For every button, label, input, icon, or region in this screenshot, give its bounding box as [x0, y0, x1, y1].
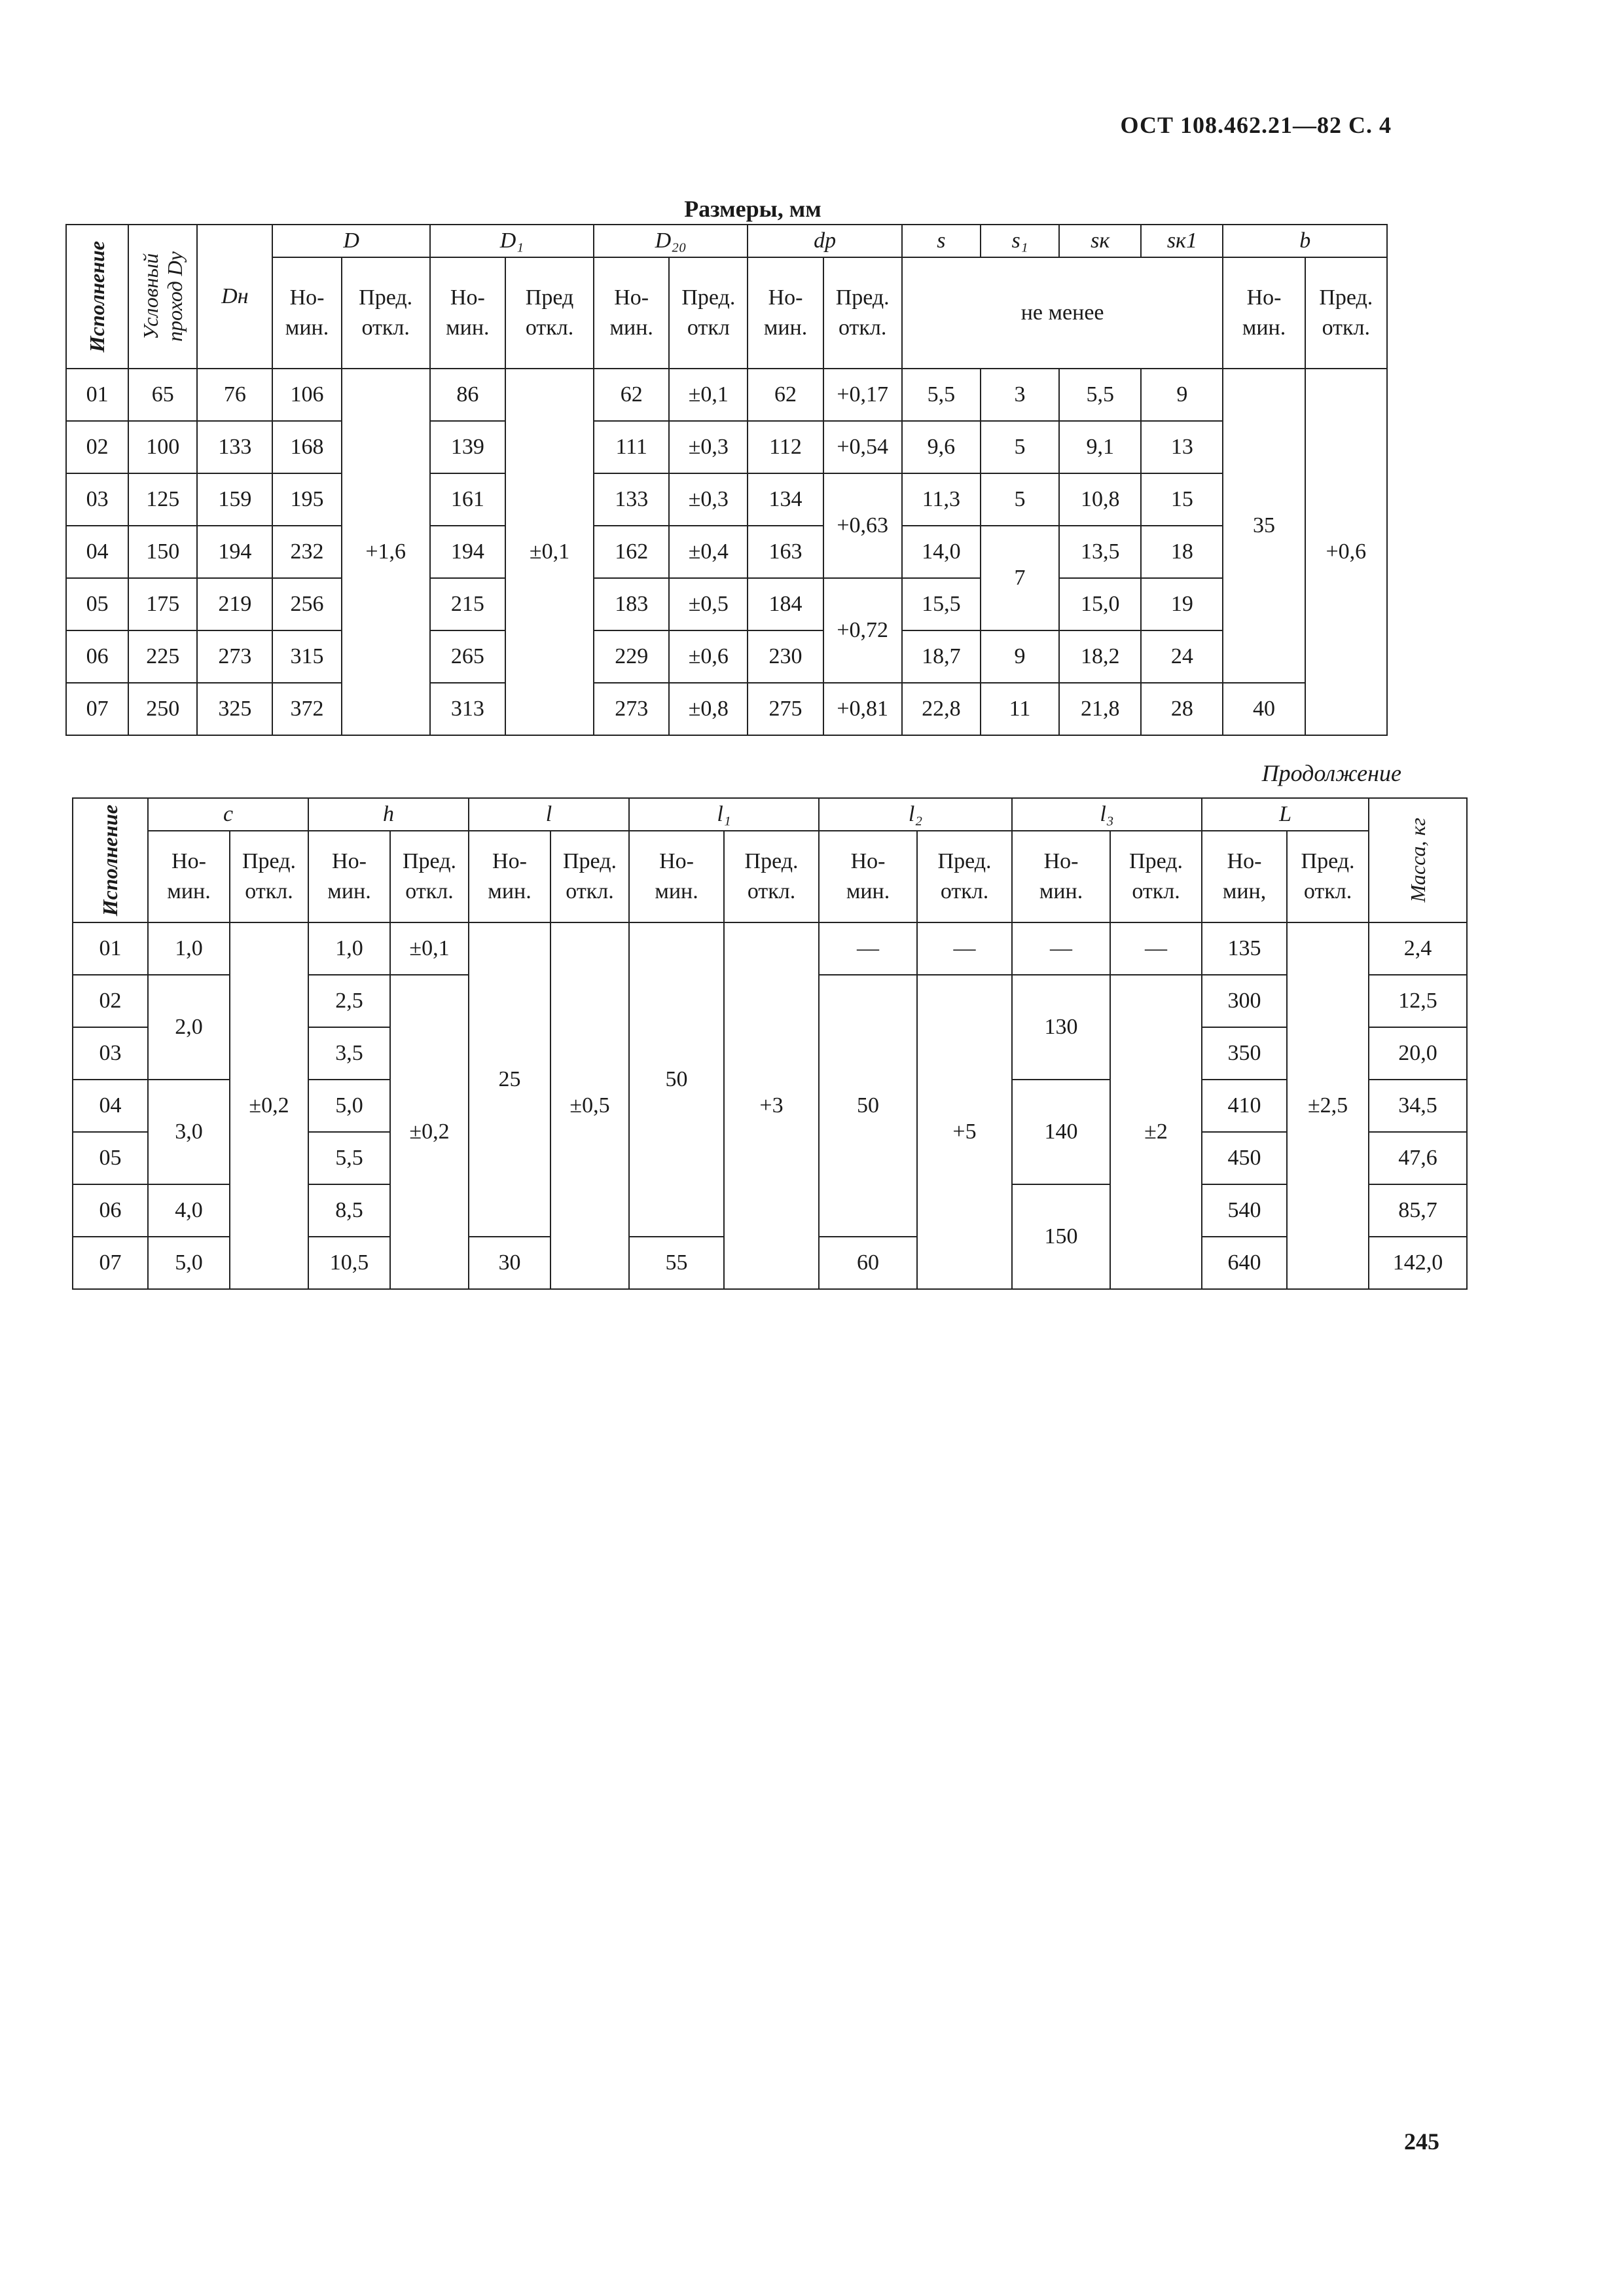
- cell-massa: 20,0: [1369, 1027, 1467, 1080]
- cell-sk1: 24: [1141, 630, 1223, 683]
- cell-massa: 12,5: [1369, 975, 1467, 1027]
- cell-s1: 5: [981, 421, 1059, 473]
- cell-d: 232: [272, 526, 341, 578]
- header-dp-pred: Пред. откл.: [823, 257, 902, 369]
- cell-dp: 62: [748, 369, 823, 421]
- header-d1: D₁: [430, 225, 594, 257]
- cell-sk1: 28: [1141, 683, 1223, 735]
- cell-isp: 03: [73, 1027, 148, 1080]
- cell-L-pred: ±2,5: [1287, 922, 1369, 1289]
- header-d1-nom: Но- мин.: [430, 257, 505, 369]
- cell-massa: 85,7: [1369, 1184, 1467, 1237]
- header-L-nom: Но- мин,: [1202, 831, 1287, 922]
- cell-sk1: 9: [1141, 369, 1223, 421]
- header-l3-nom: Но- мин.: [1012, 831, 1110, 922]
- cell-L-nom: 640: [1202, 1237, 1287, 1289]
- cell-dp: 275: [748, 683, 823, 735]
- cell-dp-pred: +0,72: [823, 578, 902, 683]
- cell-L-nom: 410: [1202, 1080, 1287, 1132]
- cell-l3-pred: —: [1110, 922, 1202, 975]
- cell-d: 315: [272, 630, 341, 683]
- cell-b-nom: 35: [1223, 369, 1305, 683]
- cell-sk1: 13: [1141, 421, 1223, 473]
- cell-dp: 230: [748, 630, 823, 683]
- cell-l2-nom: 60: [819, 1237, 917, 1289]
- cell-isp: 02: [73, 975, 148, 1027]
- cell-dy: 150: [128, 526, 197, 578]
- header-l-pred: Пред. откл.: [550, 831, 629, 922]
- cell-d20: 133: [594, 473, 669, 526]
- cell-sk1: 15: [1141, 473, 1223, 526]
- cell-s: 5,5: [902, 369, 981, 421]
- cell-dy: 250: [128, 683, 197, 735]
- header-sk1: sк1: [1141, 225, 1223, 257]
- cell-c-pred: ±0,2: [230, 922, 308, 1289]
- cell-sk: 13,5: [1059, 526, 1141, 578]
- cell-dn: 159: [197, 473, 272, 526]
- cell-massa: 2,4: [1369, 922, 1467, 975]
- cell-dy: 225: [128, 630, 197, 683]
- cell-c-nom: 2,0: [148, 975, 230, 1080]
- header-l: l: [469, 798, 629, 831]
- cell-l3-pred: ±2: [1110, 975, 1202, 1289]
- header-d20-pred: Пред. откл: [669, 257, 748, 369]
- cell-d1: 139: [430, 421, 505, 473]
- cell-c-nom: 3,0: [148, 1080, 230, 1184]
- header-l2-pred: Пред. откл.: [917, 831, 1012, 922]
- cell-dp: 163: [748, 526, 823, 578]
- cell-d1: 161: [430, 473, 505, 526]
- cell-l3-nom: 140: [1012, 1080, 1110, 1184]
- cell-d20-pred: ±0,4: [669, 526, 748, 578]
- cell-isp: 05: [66, 578, 128, 630]
- header-ne-menee: не менее: [902, 257, 1223, 369]
- cell-l1-nom: 50: [629, 922, 724, 1237]
- header-h-nom: Но- мин.: [308, 831, 390, 922]
- cell-c-nom: 4,0: [148, 1184, 230, 1237]
- header-l1-nom: Но- мин.: [629, 831, 724, 922]
- table-caption: Размеры, мм: [684, 196, 821, 222]
- header-d20: D₂₀: [594, 225, 748, 257]
- cell-L-nom: 450: [1202, 1132, 1287, 1184]
- cell-l1-nom: 55: [629, 1237, 724, 1289]
- cell-dn: 273: [197, 630, 272, 683]
- cell-massa: 34,5: [1369, 1080, 1467, 1132]
- cell-isp: 06: [73, 1184, 148, 1237]
- cell-massa: 47,6: [1369, 1132, 1467, 1184]
- dimensions-table-continued: [72, 797, 1468, 1290]
- cell-dn: 219: [197, 578, 272, 630]
- cell-dp: 184: [748, 578, 823, 630]
- header-b: b: [1223, 225, 1387, 257]
- cell-sk: 18,2: [1059, 630, 1141, 683]
- header-d-pred: Пред. откл.: [342, 257, 430, 369]
- cell-d20: 111: [594, 421, 669, 473]
- cell-dn: 194: [197, 526, 272, 578]
- cell-d: 106: [272, 369, 341, 421]
- cell-b-pred: +0,6: [1305, 369, 1387, 735]
- cell-sk: 5,5: [1059, 369, 1141, 421]
- cell-dn: 76: [197, 369, 272, 421]
- cell-d20-pred: ±0,1: [669, 369, 748, 421]
- cell-d1: 194: [430, 526, 505, 578]
- header-d: D: [272, 225, 429, 257]
- cell-d: 195: [272, 473, 341, 526]
- cell-dn: 325: [197, 683, 272, 735]
- cell-l2-pred: +5: [917, 975, 1012, 1289]
- header-dy: Условный проход Dу: [128, 225, 197, 369]
- cell-l3-nom: —: [1012, 922, 1110, 975]
- cell-d-pred: +1,6: [342, 369, 430, 735]
- cell-h-nom: 2,5: [308, 975, 390, 1027]
- cell-dp: 134: [748, 473, 823, 526]
- cell-d20-pred: ±0,6: [669, 630, 748, 683]
- header-dp-nom: Но- мин.: [748, 257, 823, 369]
- cell-d20: 273: [594, 683, 669, 735]
- header-l3-pred: Пред. откл.: [1110, 831, 1202, 922]
- cell-d: 168: [272, 421, 341, 473]
- header-L-pred: Пред. откл.: [1287, 831, 1369, 922]
- cell-d: 256: [272, 578, 341, 630]
- cell-l3-nom: 150: [1012, 1184, 1110, 1289]
- cell-s: 18,7: [902, 630, 981, 683]
- table-row: [66, 369, 1387, 421]
- header-d1-pred: Пред откл.: [505, 257, 594, 369]
- cell-L-nom: 350: [1202, 1027, 1287, 1080]
- cell-d20-pred: ±0,5: [669, 578, 748, 630]
- cell-sk1: 18: [1141, 526, 1223, 578]
- cell-l2-pred: —: [917, 922, 1012, 975]
- cell-L-nom: 540: [1202, 1184, 1287, 1237]
- cell-isp: 03: [66, 473, 128, 526]
- cell-s1: 9: [981, 630, 1059, 683]
- cell-d20: 229: [594, 630, 669, 683]
- header-l2: l₂: [819, 798, 1012, 831]
- table-row: [66, 526, 1387, 578]
- cell-h-nom: 8,5: [308, 1184, 390, 1237]
- cell-s1: 3: [981, 369, 1059, 421]
- header-sk: sк: [1059, 225, 1141, 257]
- header-L: L: [1202, 798, 1369, 831]
- cell-l-pred: ±0,5: [550, 922, 629, 1289]
- header-ispolnenie: Исполнение: [66, 225, 128, 369]
- cell-massa: 142,0: [1369, 1237, 1467, 1289]
- table-row: [66, 421, 1387, 473]
- cell-L-nom: 300: [1202, 975, 1287, 1027]
- cell-sk: 10,8: [1059, 473, 1141, 526]
- header-b-pred: Пред. откл.: [1305, 257, 1387, 369]
- header-ispolnenie: Исполнение: [73, 798, 148, 922]
- cell-s: 9,6: [902, 421, 981, 473]
- cell-c-nom: 5,0: [148, 1237, 230, 1289]
- cell-d20: 162: [594, 526, 669, 578]
- cell-d20: 183: [594, 578, 669, 630]
- cell-dp-pred: +0,17: [823, 369, 902, 421]
- cell-sk: 15,0: [1059, 578, 1141, 630]
- cell-l3-nom: 130: [1012, 975, 1110, 1080]
- cell-d20: 62: [594, 369, 669, 421]
- cell-dy: 100: [128, 421, 197, 473]
- cell-s: 22,8: [902, 683, 981, 735]
- header-c: c: [148, 798, 308, 831]
- cell-s: 14,0: [902, 526, 981, 578]
- cell-d20-pred: ±0,3: [669, 421, 748, 473]
- cell-l-nom: 30: [469, 1237, 550, 1289]
- cell-b-nom: 40: [1223, 683, 1305, 735]
- cell-d1: 313: [430, 683, 505, 735]
- header-b-nom: Но- мин.: [1223, 257, 1305, 369]
- cell-s1: 7: [981, 526, 1059, 630]
- cell-h-nom: 5,0: [308, 1080, 390, 1132]
- table-row: [66, 578, 1387, 630]
- header-l1-pred: Пред. откл.: [724, 831, 819, 922]
- table-row: [66, 473, 1387, 526]
- cell-isp: 07: [73, 1237, 148, 1289]
- cell-dp-pred: +0,54: [823, 421, 902, 473]
- cell-dy: 175: [128, 578, 197, 630]
- cell-d1-pred: ±0,1: [505, 369, 594, 735]
- cell-s: 15,5: [902, 578, 981, 630]
- header-h-pred: Пред. откл.: [390, 831, 469, 922]
- cell-dp: 112: [748, 421, 823, 473]
- dimensions-table: [65, 224, 1388, 736]
- cell-l2-nom: 50: [819, 975, 917, 1237]
- table-row: [73, 922, 1467, 975]
- cell-d20-pred: ±0,3: [669, 473, 748, 526]
- header-l2-nom: Но- мин.: [819, 831, 917, 922]
- cell-s1: 5: [981, 473, 1059, 526]
- cell-dy: 125: [128, 473, 197, 526]
- cell-sk: 21,8: [1059, 683, 1141, 735]
- cell-c-nom: 1,0: [148, 922, 230, 975]
- cell-h-nom: 3,5: [308, 1027, 390, 1080]
- cell-h-nom: 10,5: [308, 1237, 390, 1289]
- header-d-nom: Но- мин.: [272, 257, 341, 369]
- header-dp: dр: [748, 225, 901, 257]
- cell-h-pred: ±0,1: [390, 922, 469, 975]
- cell-d20-pred: ±0,8: [669, 683, 748, 735]
- cell-isp: 01: [73, 922, 148, 975]
- cell-d1: 215: [430, 578, 505, 630]
- cell-h-nom: 5,5: [308, 1132, 390, 1184]
- cell-l1-pred: +3: [724, 922, 819, 1289]
- cell-sk: 9,1: [1059, 421, 1141, 473]
- cell-s: 11,3: [902, 473, 981, 526]
- cell-d: 372: [272, 683, 341, 735]
- cell-isp: 06: [66, 630, 128, 683]
- header-l3: l₃: [1012, 798, 1202, 831]
- page-number: 245: [1404, 2128, 1439, 2155]
- cell-sk1: 19: [1141, 578, 1223, 630]
- header-s1: s₁: [981, 225, 1059, 257]
- cell-dy: 65: [128, 369, 197, 421]
- header-l1: l₁: [629, 798, 819, 831]
- document-code: ОСТ 108.462.21—82 С. 4: [1120, 112, 1392, 138]
- cell-isp: 01: [66, 369, 128, 421]
- cell-s1: 11: [981, 683, 1059, 735]
- cell-dn: 133: [197, 421, 272, 473]
- cell-h-pred: ±0,2: [390, 975, 469, 1289]
- header-l-nom: Но- мин.: [469, 831, 550, 922]
- cell-dp-pred: +0,81: [823, 683, 902, 735]
- cell-isp: 04: [66, 526, 128, 578]
- header-h: h: [308, 798, 469, 831]
- header-d20-nom: Но- мин.: [594, 257, 669, 369]
- continuation-label: Продолжение: [1261, 760, 1401, 786]
- table-row: [66, 683, 1387, 735]
- cell-isp: 04: [73, 1080, 148, 1132]
- cell-l2-nom: —: [819, 922, 917, 975]
- header-massa: Масса, кг: [1369, 798, 1467, 922]
- cell-L-nom: 135: [1202, 922, 1287, 975]
- header-s: s: [902, 225, 981, 257]
- cell-l-nom: 25: [469, 922, 550, 1237]
- cell-isp: 02: [66, 421, 128, 473]
- cell-d1: 86: [430, 369, 505, 421]
- header-dn: Dн: [197, 225, 272, 369]
- cell-isp: 07: [66, 683, 128, 735]
- cell-h-nom: 1,0: [308, 922, 390, 975]
- header-c-pred: Пред. откл.: [230, 831, 308, 922]
- table-row: [66, 630, 1387, 683]
- cell-d1: 265: [430, 630, 505, 683]
- cell-isp: 05: [73, 1132, 148, 1184]
- cell-dp-pred: +0,63: [823, 473, 902, 578]
- header-c-nom: Но- мин.: [148, 831, 230, 922]
